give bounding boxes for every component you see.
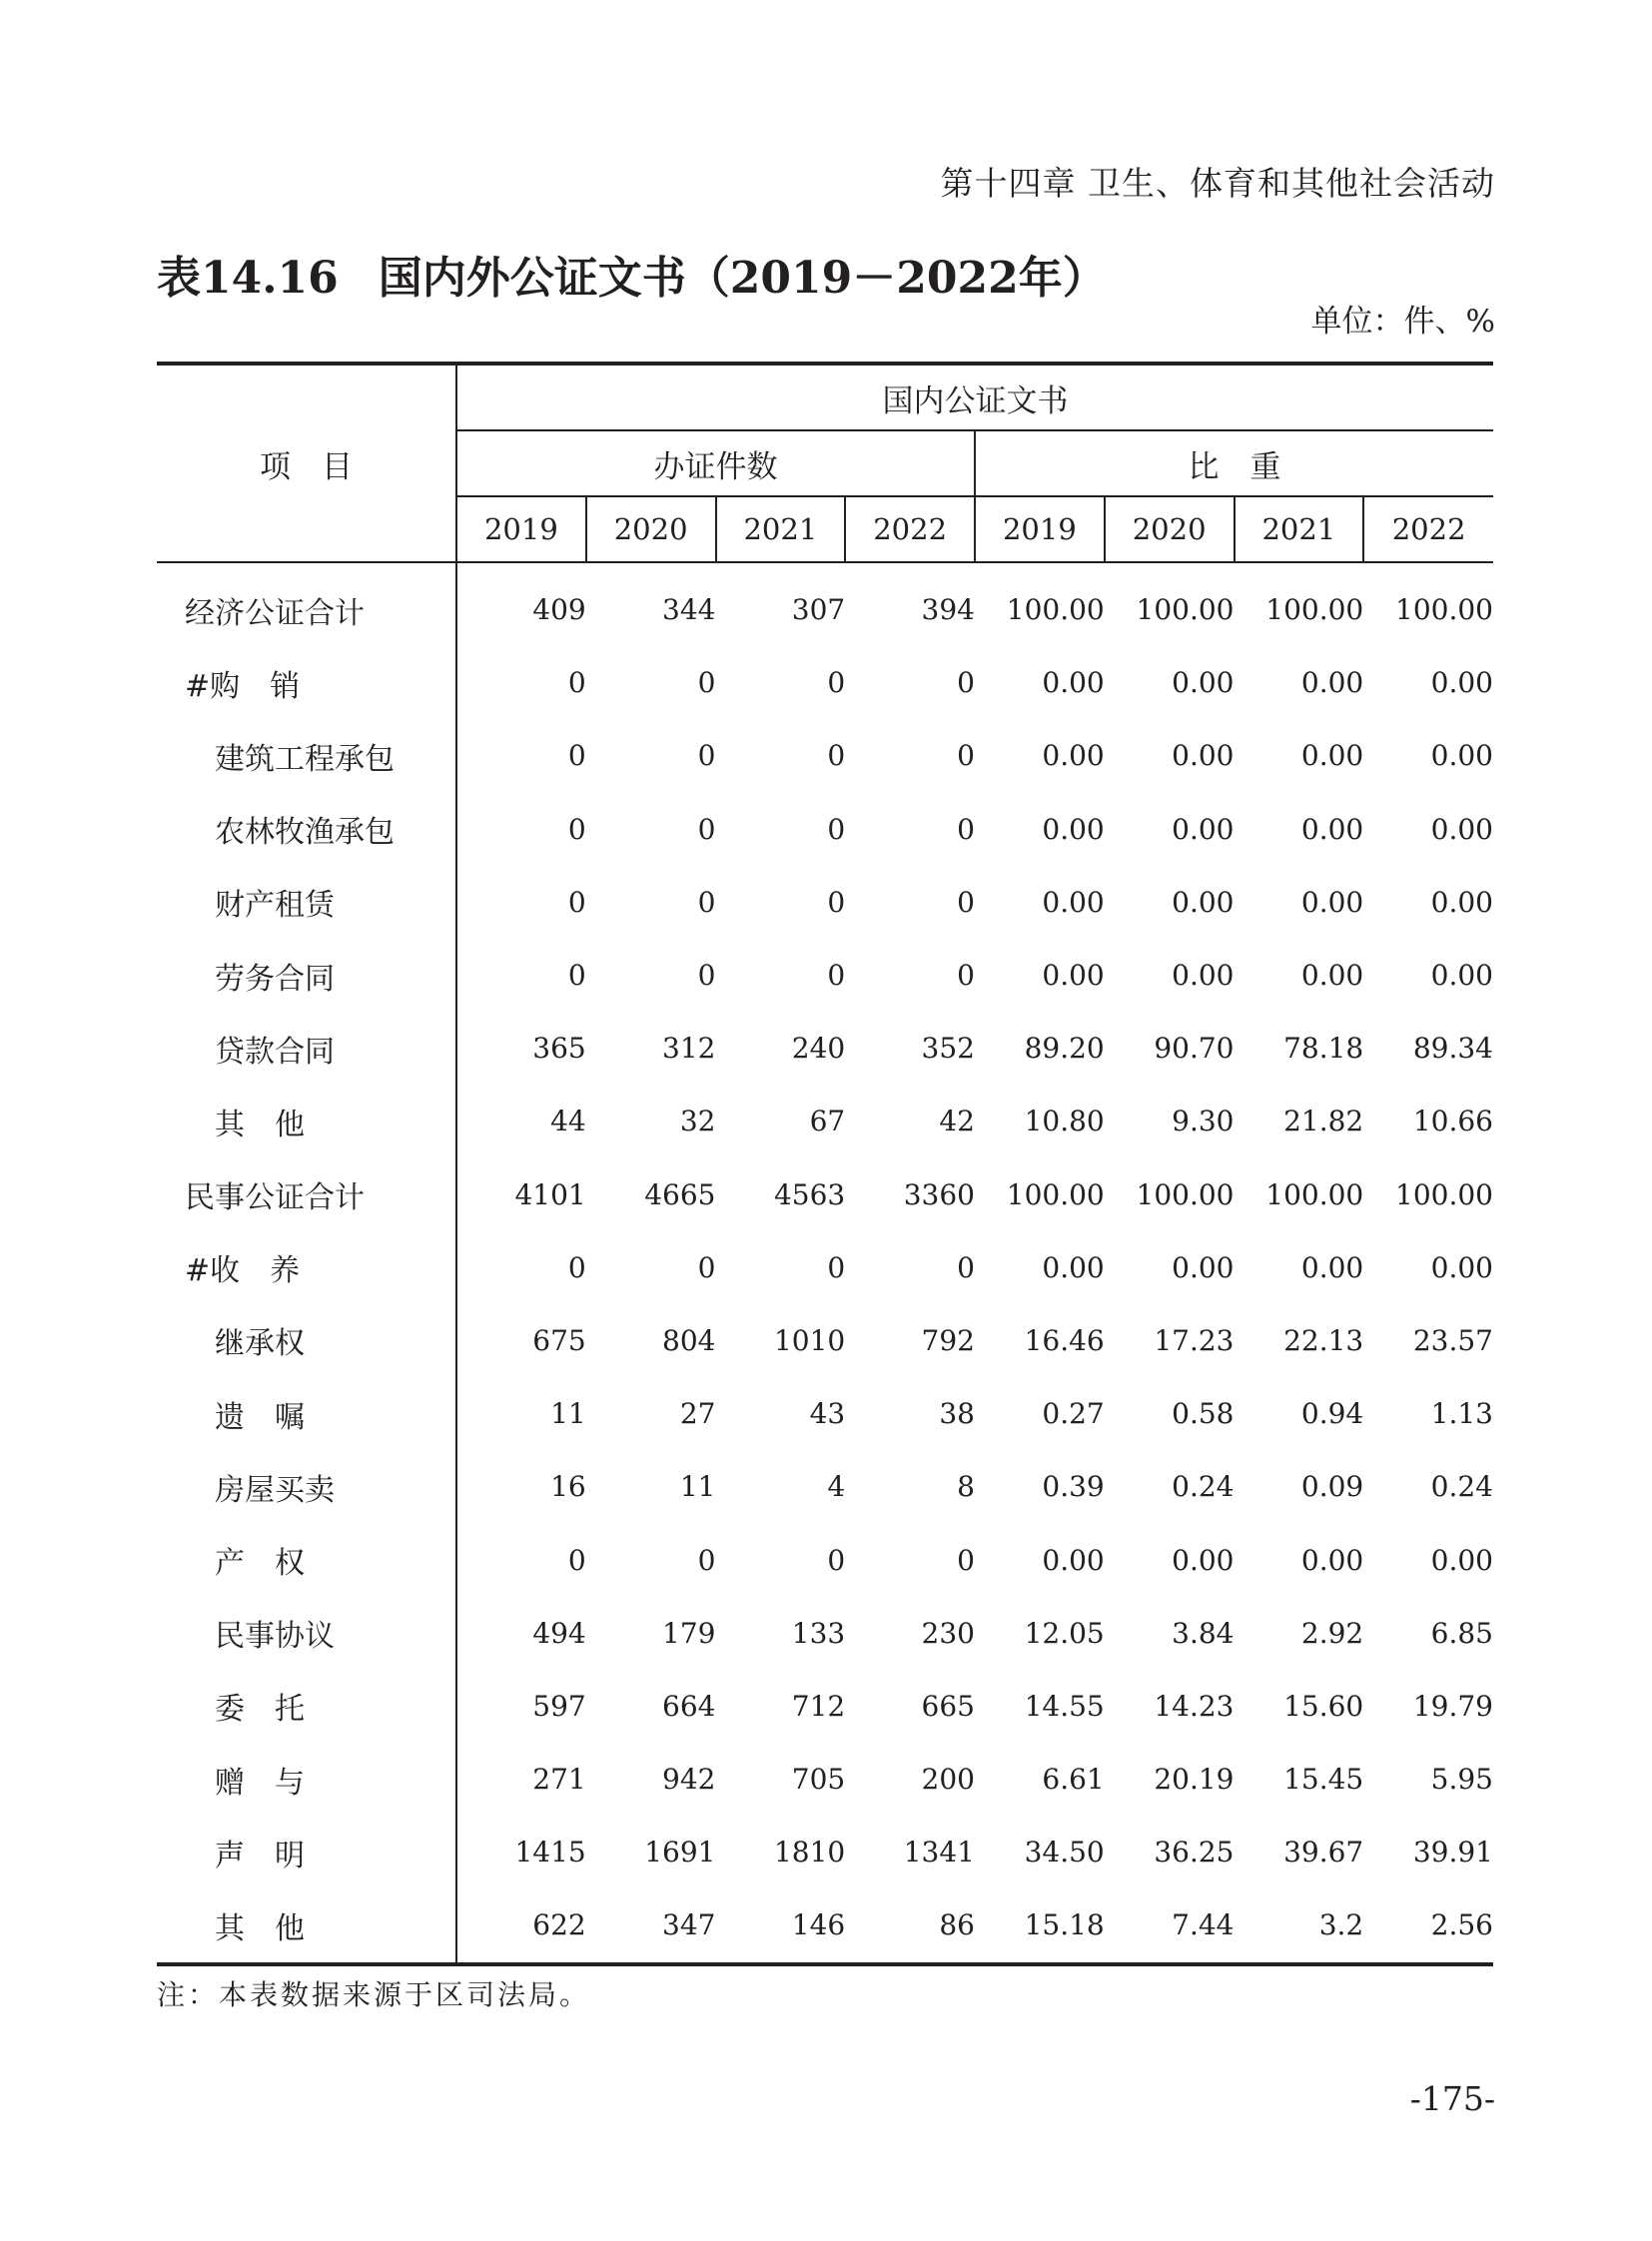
table-cell: 10.66 xyxy=(1412,1105,1493,1138)
row-label-cell xyxy=(157,1231,456,1304)
table-row xyxy=(157,1304,1493,1377)
table-cell: 0 xyxy=(827,739,846,773)
table-cell: 0.00 xyxy=(1042,959,1105,993)
table-cell: 0.00 xyxy=(1300,812,1364,846)
table-header xyxy=(157,364,1493,562)
table-cell: 7.44 xyxy=(1105,1888,1235,1963)
table-cell: 12.05 xyxy=(1024,1616,1105,1650)
table-cell: 23.57 xyxy=(1412,1323,1493,1357)
table-row xyxy=(157,1377,1493,1450)
table-cell: 804 xyxy=(662,1323,716,1357)
table-cell: 100.00 xyxy=(1395,593,1493,627)
table-cell: 0.00 xyxy=(1172,1250,1235,1284)
table-cell: 0 xyxy=(697,885,716,919)
table-cell: 0.00 xyxy=(1300,959,1364,993)
table-cell: 0.00 xyxy=(1430,959,1493,993)
table-row xyxy=(157,646,1493,719)
table-cell: 17.23 xyxy=(1154,1323,1235,1357)
table-cell: 1415 xyxy=(514,1836,586,1869)
table-row xyxy=(157,1597,1493,1670)
table-cell: 394 xyxy=(921,593,975,627)
table-cell: 19.79 xyxy=(1412,1689,1493,1723)
table-row xyxy=(157,866,1493,939)
table-cell: 1810 xyxy=(773,1836,846,1869)
row-label-cell xyxy=(157,939,456,1012)
table-cell: 622 xyxy=(456,1888,586,1963)
table-cell: 39.67 xyxy=(1283,1836,1364,1869)
table-cell: 11 xyxy=(679,1470,716,1504)
table-cell: 6.61 xyxy=(1042,1763,1105,1797)
table-cell: 0.00 xyxy=(1042,739,1105,773)
table-cell: 38 xyxy=(939,1397,975,1431)
table-cell: 0.09 xyxy=(1300,1470,1364,1504)
table-cell: 0.00 xyxy=(1430,739,1493,773)
table-cell: 0 xyxy=(567,885,586,919)
row-label: 其 他 xyxy=(215,1910,305,1946)
table-cell: 133 xyxy=(791,1616,846,1650)
table-cell: 0.00 xyxy=(1300,666,1364,700)
table-cell: 100.00 xyxy=(1006,1177,1105,1211)
page-number: -175- xyxy=(1409,2079,1495,2118)
table-cell: 15.60 xyxy=(1283,1689,1364,1723)
year-header: 2021 xyxy=(1235,496,1364,562)
table-cell: 179 xyxy=(662,1616,716,1650)
table-row xyxy=(157,1085,1493,1157)
table-cell: 0.58 xyxy=(1172,1397,1235,1431)
table-cell: 0 xyxy=(697,666,716,700)
group-header: 国内公证文书 xyxy=(456,364,1493,430)
table-cell: 307 xyxy=(791,593,846,627)
table-row xyxy=(157,562,1493,646)
table-cell: 0.24 xyxy=(1430,1470,1493,1504)
table-cell: 664 xyxy=(662,1689,716,1723)
row-label-cell xyxy=(157,1450,456,1523)
table-cell: 15.45 xyxy=(1283,1763,1364,1797)
table-cell: 0.00 xyxy=(1172,1543,1235,1577)
table-cell: 3.84 xyxy=(1172,1616,1235,1650)
table-cell: 0.00 xyxy=(1172,739,1235,773)
year-header: 2021 xyxy=(716,496,846,562)
table-cell: 675 xyxy=(532,1323,586,1357)
table-title: 国内外公证文书（2019－2022年） xyxy=(378,253,1107,304)
table-cell: 78.18 xyxy=(1283,1032,1364,1066)
table-cell: 1691 xyxy=(644,1836,716,1869)
table-cell: 0 xyxy=(697,739,716,773)
table-cell: 0.00 xyxy=(1172,959,1235,993)
sub-header-share: 比 重 xyxy=(975,430,1493,496)
table-cell: 240 xyxy=(791,1032,846,1066)
table-row xyxy=(157,719,1493,792)
table-cell: 11 xyxy=(550,1397,586,1431)
table-cell: 0.00 xyxy=(1172,812,1235,846)
row-label-cell xyxy=(157,719,456,792)
row-label-cell xyxy=(157,1670,456,1743)
table-cell: 0.00 xyxy=(1300,739,1364,773)
table-cell: 0 xyxy=(697,959,716,993)
table-cell: 0 xyxy=(957,1543,975,1577)
table-cell: 0 xyxy=(827,812,846,846)
table-cell: 20.19 xyxy=(1154,1763,1235,1797)
table-cell: 0 xyxy=(957,1250,975,1284)
table-cell: 34.50 xyxy=(1024,1836,1105,1869)
row-label: 其 他 xyxy=(215,1107,305,1142)
row-label: 声 明 xyxy=(215,1838,305,1873)
table-cell: 14.23 xyxy=(1154,1689,1235,1723)
row-label-cell xyxy=(157,1816,456,1888)
year-header: 2020 xyxy=(586,496,716,562)
table-cell: 2.56 xyxy=(1363,1888,1493,1963)
row-label: 劳务合同 xyxy=(215,961,335,997)
table-cell: 0 xyxy=(827,959,846,993)
row-label: 遗 嘱 xyxy=(215,1399,305,1435)
table-row xyxy=(157,1670,1493,1743)
table-cell: 15.18 xyxy=(975,1888,1105,1963)
table-cell: 0 xyxy=(567,1250,586,1284)
row-label: 经济公证合计 xyxy=(185,595,365,631)
table-cell: 100.00 xyxy=(1265,593,1364,627)
table-row xyxy=(157,1450,1493,1523)
table-cell: 0.00 xyxy=(1042,885,1105,919)
table-cell: 409 xyxy=(532,593,586,627)
row-label-cell xyxy=(157,1743,456,1816)
table-cell: 0.00 xyxy=(1172,885,1235,919)
table-cell: 100.00 xyxy=(1395,1177,1493,1211)
table-row xyxy=(157,1523,1493,1596)
row-label-cell xyxy=(157,1523,456,1596)
table-cell: 3360 xyxy=(903,1177,975,1211)
table-cell: 352 xyxy=(921,1032,975,1066)
table-cell: 312 xyxy=(662,1032,716,1066)
row-label-cell xyxy=(157,562,456,646)
row-label: 委 托 xyxy=(215,1692,305,1728)
table-cell: 0.00 xyxy=(1042,812,1105,846)
table-cell: 100.00 xyxy=(1136,593,1235,627)
table-cell: 0 xyxy=(827,1543,846,1577)
table-cell: 0 xyxy=(957,739,975,773)
year-header: 2020 xyxy=(1105,496,1235,562)
table-cell: 4101 xyxy=(514,1177,586,1211)
table-cell: 1010 xyxy=(773,1323,846,1357)
table-cell: 494 xyxy=(532,1616,586,1650)
table-cell: 271 xyxy=(532,1763,586,1797)
table-cell: 4563 xyxy=(773,1177,846,1211)
table-cell: 0.94 xyxy=(1300,1397,1364,1431)
year-header: 2022 xyxy=(1391,512,1466,546)
table-cell: 0.39 xyxy=(1042,1470,1105,1504)
table-row xyxy=(157,1888,1493,1963)
table-cell: 89.20 xyxy=(1024,1032,1105,1066)
row-label: 产 权 xyxy=(215,1546,305,1582)
notary-documents-table xyxy=(157,362,1493,1966)
table-cell: 0 xyxy=(567,666,586,700)
stub-header: 项 目 xyxy=(157,364,456,562)
row-label: #收 养 xyxy=(185,1253,301,1289)
row-label: 贷款合同 xyxy=(215,1034,335,1070)
row-label: 继承权 xyxy=(215,1326,305,1362)
row-label: 房屋买卖 xyxy=(215,1472,335,1508)
sub-header-count: 办证件数 xyxy=(456,430,975,496)
table-cell: 942 xyxy=(662,1763,716,1797)
table-cell: 1.13 xyxy=(1430,1397,1493,1431)
table-row xyxy=(157,1231,1493,1304)
table-cell: 67 xyxy=(809,1105,846,1138)
row-label-cell xyxy=(157,866,456,939)
table-cell: 22.13 xyxy=(1283,1323,1364,1357)
table-cell: 0.00 xyxy=(1172,666,1235,700)
table-cell: 0.00 xyxy=(1042,666,1105,700)
table-cell: 42 xyxy=(939,1105,975,1138)
row-label-cell xyxy=(157,1085,456,1157)
table-cell: 0 xyxy=(567,812,586,846)
year-header: 2022 xyxy=(845,496,975,562)
row-label: #购 销 xyxy=(185,668,301,704)
table-cell: 0 xyxy=(567,959,586,993)
table-cell: 10.80 xyxy=(1024,1105,1105,1138)
table-cell: 0 xyxy=(957,885,975,919)
table-cell: 347 xyxy=(586,1888,716,1963)
table-cell: 32 xyxy=(679,1105,716,1138)
table-cell: 665 xyxy=(921,1689,975,1723)
row-label-cell xyxy=(157,1597,456,1670)
table-cell: 39.91 xyxy=(1412,1836,1493,1869)
year-header: 2019 xyxy=(975,496,1105,562)
table-cell: 365 xyxy=(532,1032,586,1066)
table-row xyxy=(157,1158,1493,1231)
row-label-cell xyxy=(157,1888,456,1963)
table-cell: 2.92 xyxy=(1300,1616,1364,1650)
row-label: 民事公证合计 xyxy=(185,1180,365,1216)
table-cell: 0 xyxy=(697,1250,716,1284)
row-label-cell xyxy=(157,1012,456,1085)
table-cell: 3.2 xyxy=(1235,1888,1364,1963)
table-cell: 0 xyxy=(957,812,975,846)
table-cell: 0 xyxy=(697,812,716,846)
table-cell: 21.82 xyxy=(1283,1105,1364,1138)
table-cell: 9.30 xyxy=(1172,1105,1235,1138)
table-cell: 705 xyxy=(791,1763,846,1797)
table-cell: 4 xyxy=(827,1470,846,1504)
notary-table-container xyxy=(157,362,1493,1966)
table-cell: 43 xyxy=(809,1397,846,1431)
table-cell: 36.25 xyxy=(1154,1836,1235,1869)
table-title-line xyxy=(157,242,1107,306)
table-cell: 0.24 xyxy=(1172,1470,1235,1504)
table-cell: 89.34 xyxy=(1412,1032,1493,1066)
table-cell: 90.70 xyxy=(1154,1032,1235,1066)
row-label-cell xyxy=(157,1377,456,1450)
table-cell: 344 xyxy=(662,593,716,627)
table-cell: 100.00 xyxy=(1265,1177,1364,1211)
table-cell: 712 xyxy=(791,1689,846,1723)
unit-label: 单位：件、% xyxy=(1310,304,1495,340)
table-row xyxy=(157,1816,1493,1888)
table-cell: 1341 xyxy=(903,1836,975,1869)
row-label: 农林牧渔承包 xyxy=(215,815,395,851)
year-header: 2019 xyxy=(456,496,586,562)
table-cell: 0.00 xyxy=(1300,885,1364,919)
table-cell: 6.85 xyxy=(1430,1616,1493,1650)
table-cell: 230 xyxy=(921,1616,975,1650)
table-cell: 27 xyxy=(679,1397,716,1431)
row-label: 建筑工程承包 xyxy=(215,741,395,777)
row-label: 民事协议 xyxy=(215,1619,335,1655)
table-cell: 0 xyxy=(697,1543,716,1577)
row-label-cell xyxy=(157,1158,456,1231)
table-cell: 0 xyxy=(957,959,975,993)
source-note: 注：本表数据来源于区司法局。 xyxy=(157,1978,591,2011)
table-cell: 0 xyxy=(567,739,586,773)
table-row xyxy=(157,1743,1493,1816)
table-body xyxy=(157,562,1493,1964)
table-cell: 16 xyxy=(550,1470,586,1504)
table-cell: 16.46 xyxy=(1024,1323,1105,1357)
row-label-cell xyxy=(157,1304,456,1377)
table-cell: 0.00 xyxy=(1430,885,1493,919)
table-cell: 0.00 xyxy=(1042,1543,1105,1577)
table-cell: 4665 xyxy=(644,1177,716,1211)
table-row xyxy=(157,1012,1493,1085)
table-row xyxy=(157,793,1493,866)
table-cell: 14.55 xyxy=(1024,1689,1105,1723)
table-number: 表14.16 xyxy=(157,253,339,304)
table-cell: 146 xyxy=(716,1888,846,1963)
table-cell: 0.00 xyxy=(1430,812,1493,846)
table-cell: 200 xyxy=(921,1763,975,1797)
chapter-header: 第十四章 卫生、体育和其他社会活动 xyxy=(940,164,1495,203)
table-cell: 0.00 xyxy=(1300,1543,1364,1577)
table-cell: 0 xyxy=(957,666,975,700)
table-cell: 0.00 xyxy=(1430,1543,1493,1577)
table-cell: 0 xyxy=(827,1250,846,1284)
table-cell: 597 xyxy=(532,1689,586,1723)
row-label-cell xyxy=(157,646,456,719)
table-cell: 0.27 xyxy=(1042,1397,1105,1431)
table-cell: 0 xyxy=(827,666,846,700)
table-cell: 8 xyxy=(957,1470,975,1504)
table-cell: 86 xyxy=(845,1888,975,1963)
table-cell: 44 xyxy=(550,1105,586,1138)
table-cell: 792 xyxy=(921,1323,975,1357)
table-cell: 0 xyxy=(567,1543,586,1577)
table-cell: 0.00 xyxy=(1042,1250,1105,1284)
table-cell: 0.00 xyxy=(1430,666,1493,700)
row-label: 财产租赁 xyxy=(215,888,335,924)
row-label: 赠 与 xyxy=(215,1765,305,1801)
table-row xyxy=(157,939,1493,1012)
row-label-cell xyxy=(157,793,456,866)
table-cell: 0 xyxy=(827,885,846,919)
table-cell: 100.00 xyxy=(1006,593,1105,627)
table-cell: 5.95 xyxy=(1430,1763,1493,1797)
table-cell: 0.00 xyxy=(1430,1250,1493,1284)
table-cell: 100.00 xyxy=(1136,1177,1235,1211)
table-cell: 0.00 xyxy=(1300,1250,1364,1284)
